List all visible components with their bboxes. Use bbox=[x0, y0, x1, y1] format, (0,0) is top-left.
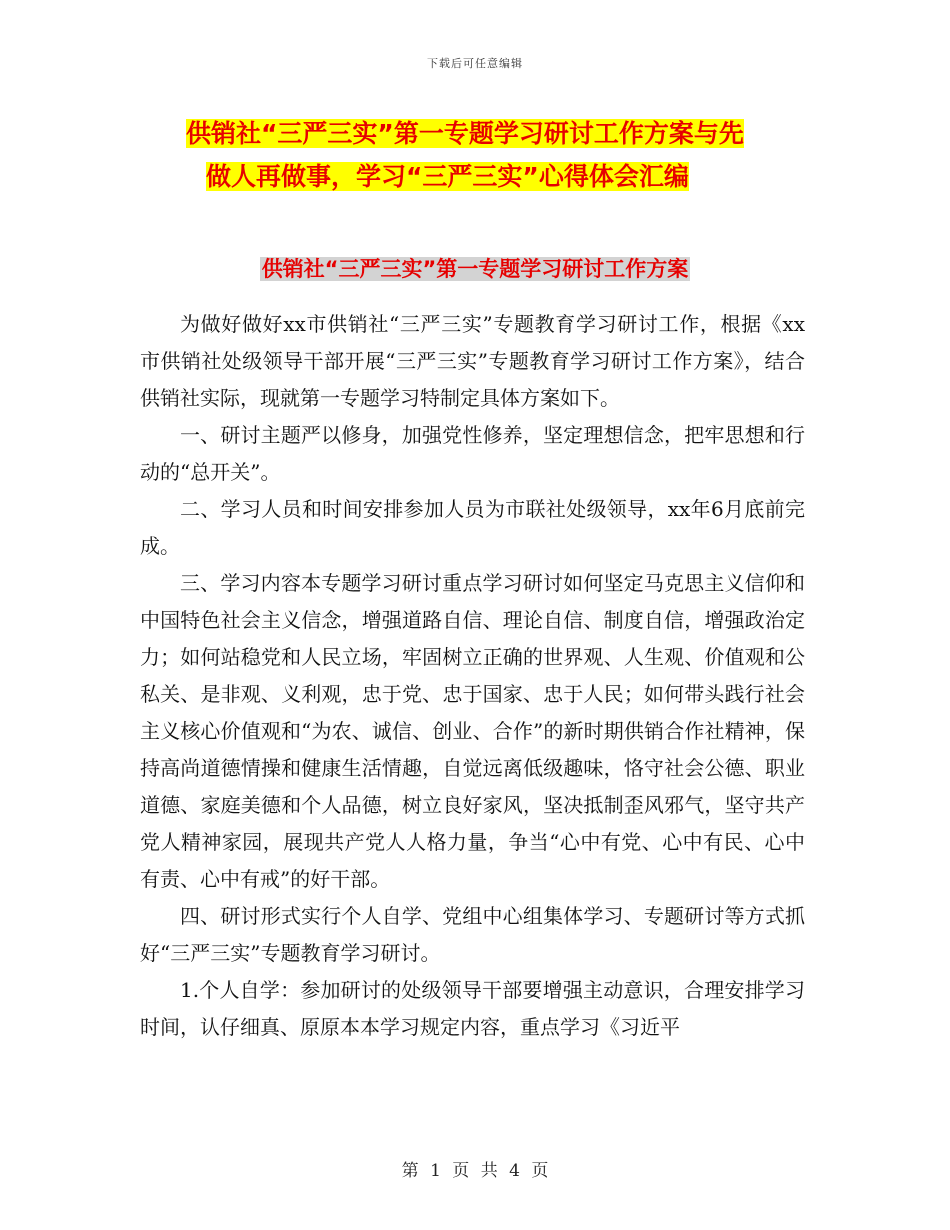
title-line-1-text: 供销社“三严三实”第一专题学习研讨工作方案与先 bbox=[186, 119, 744, 148]
document-title-line-1 bbox=[186, 120, 846, 148]
title-line-2-text: 做人再做事，学习“三严三实”心得体会汇编 bbox=[206, 162, 689, 191]
paragraph-section-1: 一、研讨主题严以修身，加强党性修养，坚定理想信念，把牢思想和行动的“总开关”。 bbox=[140, 423, 805, 484]
subtitle-text: 供销社“三严三实”第一专题学习研讨工作方案 bbox=[261, 257, 689, 281]
paragraph-intro: 为做好做好xx市供销社“三严三实”专题教育学习研讨工作，根据《xx市供销社处级领导干部开展“三严三实”专题教育学习研讨工作方案》，结合供销社实际，现就第一专题学习特制定具体方案如下。 bbox=[140, 312, 805, 410]
document-title-line-2 bbox=[206, 163, 866, 191]
header-note: 下载后可任意编辑 bbox=[427, 57, 523, 70]
paragraph-item-1: 1.个人自学：参加研讨的处级领导干部要增强主动意识，合理安排学习时间，认仔细真、原原本本学习规定内容，重点学习《习近平 bbox=[140, 978, 805, 1039]
paragraph-section-3: 三、学习内容本专题学习研讨重点学习研讨如何坚定马克思主义信仰和中国特色社会主义信念，增强道路自信、理论自信、制度自信，增强政治定力；如何站稳党和人民立场，牢固树立正确的世界观、人生观、价值观和公私关、是非观、义利观，忠于党、忠于国家、忠于人民；如何带头践行社会主义核心价值观和“为农、诚信、创业、合作”的新时期供销合作社精神，保持高尚道德情操和健康生活情趣，自觉远离低级趣味，恪守社会公德、职业道德、家庭美德和个人品德，树立良好家风，坚决抵制歪风邪气，坚守共产党人精神家园，展现共产党人人格力量，争当“心中有党、心中有民、心中有责、心中有戒”的好干部。 bbox=[140, 571, 805, 891]
document-body bbox=[140, 306, 805, 1046]
paragraph-section-4: 四、研讨形式实行个人自学、党组中心组集体学习、专题研讨等方式抓好“三严三实”专题教育学习研讨。 bbox=[140, 904, 805, 965]
page-number: 第 1 页 共 4 页 bbox=[401, 1161, 549, 1181]
paragraph-section-2: 二、学习人员和时间安排参加人员为市联社处级领导，xx年6月底前完成。 bbox=[140, 497, 805, 558]
section-subtitle bbox=[0, 253, 950, 283]
